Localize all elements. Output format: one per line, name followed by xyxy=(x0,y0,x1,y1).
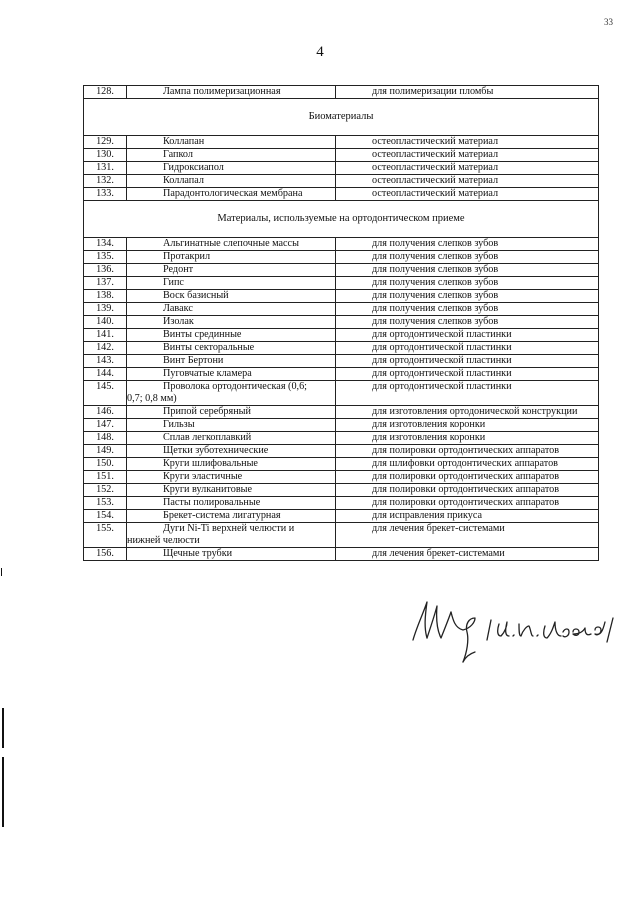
table-row xyxy=(84,251,599,264)
row-number: 133. xyxy=(84,188,127,201)
item-name: Изолак xyxy=(127,316,336,329)
table-row xyxy=(84,497,599,510)
row-number: 150. xyxy=(84,458,127,471)
item-purpose: для ортодонтической пластинки xyxy=(336,342,599,355)
table-row xyxy=(84,175,599,188)
item-name xyxy=(127,381,336,406)
table-row xyxy=(84,471,599,484)
item-purpose: для изготовления коронки xyxy=(336,432,599,445)
row-number: 147. xyxy=(84,419,127,432)
table-row xyxy=(84,316,599,329)
row-number: 134. xyxy=(84,238,127,251)
row-number: 132. xyxy=(84,175,127,188)
table-row xyxy=(84,290,599,303)
item-purpose: для шлифовки ортодонтических аппаратов xyxy=(336,458,599,471)
row-number: 151. xyxy=(84,471,127,484)
item-name: Лавакс xyxy=(127,303,336,316)
item-purpose: для изготовления ортодонической конструкции xyxy=(336,406,599,419)
margin-mark xyxy=(2,708,4,748)
item-name: Парадонтологическая мембрана xyxy=(127,188,336,201)
row-number: 141. xyxy=(84,329,127,342)
item-name: Редонт xyxy=(127,264,336,277)
item-purpose: для полировки ортодонтических аппаратов xyxy=(336,484,599,497)
item-purpose: для лечения брекет-системами xyxy=(336,548,599,561)
table-row xyxy=(84,329,599,342)
margin-mark xyxy=(2,757,4,827)
table-row xyxy=(84,355,599,368)
item-purpose: для ортодонтической пластинки xyxy=(336,355,599,368)
item-name: Щетки зуботехнические xyxy=(127,445,336,458)
table-row xyxy=(84,523,599,548)
section-title: Биоматериалы xyxy=(84,99,599,136)
table-row xyxy=(84,86,599,99)
item-name: Припой серебряный xyxy=(127,406,336,419)
row-number: 148. xyxy=(84,432,127,445)
table-row xyxy=(84,303,599,316)
table-row xyxy=(84,162,599,175)
row-number: 137. xyxy=(84,277,127,290)
row-number: 149. xyxy=(84,445,127,458)
item-name: Сплав легкоплавкий xyxy=(127,432,336,445)
item-purpose: остеопластический материал xyxy=(336,162,599,175)
row-number: 138. xyxy=(84,290,127,303)
table-row xyxy=(84,510,599,523)
item-purpose: остеопластический материал xyxy=(336,136,599,149)
table-row xyxy=(84,432,599,445)
item-purpose: для лечения брекет-системами xyxy=(336,523,599,548)
table-row xyxy=(84,445,599,458)
row-number: 131. xyxy=(84,162,127,175)
item-name-line-1: Проволока ортодонтическая (0,6; xyxy=(163,381,308,392)
row-number: 136. xyxy=(84,264,127,277)
row-number: 129. xyxy=(84,136,127,149)
item-purpose: для полировки ортодонтических аппаратов xyxy=(336,471,599,484)
item-purpose: для исправления прикуса xyxy=(336,510,599,523)
row-number: 154. xyxy=(84,510,127,523)
item-name: Коллапал xyxy=(127,175,336,188)
item-name: Пуговчатые кламера xyxy=(127,368,336,381)
item-name: Круги эластичные xyxy=(127,471,336,484)
item-name: Альгинатные слепочные массы xyxy=(127,238,336,251)
item-name: Круги вулканитовые xyxy=(127,484,336,497)
row-number: 140. xyxy=(84,316,127,329)
row-number: 142. xyxy=(84,342,127,355)
section-header-row xyxy=(84,99,599,136)
table-row xyxy=(84,548,599,561)
table-row xyxy=(84,149,599,162)
item-name: Брекет-система лигатурная xyxy=(127,510,336,523)
item-name: Гапкол xyxy=(127,149,336,162)
row-number: 156. xyxy=(84,548,127,561)
table-row xyxy=(84,381,599,406)
item-purpose: для получения слепков зубов xyxy=(336,277,599,290)
item-name: Круги шлифовальные xyxy=(127,458,336,471)
item-purpose: остеопластический материал xyxy=(336,175,599,188)
item-name-line-2: 0,7; 0,8 мм) xyxy=(127,393,177,404)
row-number: 152. xyxy=(84,484,127,497)
item-purpose: для ортодонтической пластинки xyxy=(336,329,599,342)
item-name: Протакрил xyxy=(127,251,336,264)
row-number: 155. xyxy=(84,523,127,548)
table-row xyxy=(84,136,599,149)
row-number: 144. xyxy=(84,368,127,381)
item-purpose: для получения слепков зубов xyxy=(336,251,599,264)
page-number: 4 xyxy=(316,44,324,60)
section-header-row xyxy=(84,201,599,238)
item-purpose: для изготовления коронки xyxy=(336,419,599,432)
item-name: Гидроксиапол xyxy=(127,162,336,175)
table-row xyxy=(84,342,599,355)
table-row xyxy=(84,188,599,201)
item-name xyxy=(127,523,336,548)
item-name-line-2: нижней челюсти xyxy=(127,535,200,546)
item-purpose: для получения слепков зубов xyxy=(336,303,599,316)
item-name: Гильзы xyxy=(127,419,336,432)
handwritten-signature xyxy=(405,592,640,672)
item-purpose: для получения слепков зубов xyxy=(336,316,599,329)
table-row xyxy=(84,277,599,290)
row-number: 128. xyxy=(84,86,127,99)
item-name: Щечные трубки xyxy=(127,548,336,561)
item-purpose: для получения слепков зубов xyxy=(336,290,599,303)
table-row xyxy=(84,264,599,277)
item-purpose: для полировки ортодонтических аппаратов xyxy=(336,497,599,510)
row-number: 130. xyxy=(84,149,127,162)
item-name: Лампа полимеризационная xyxy=(127,86,336,99)
row-number: 146. xyxy=(84,406,127,419)
item-purpose: для ортодонтической пластинки xyxy=(336,368,599,381)
margin-mark xyxy=(1,568,2,576)
item-purpose: для получения слепков зубов xyxy=(336,238,599,251)
item-purpose: остеопластический материал xyxy=(336,188,599,201)
item-purpose: для получения слепков зубов xyxy=(336,264,599,277)
row-number: 145. xyxy=(84,381,127,406)
item-name: Винт Бертони xyxy=(127,355,336,368)
item-purpose: для полировки ортодонтических аппаратов xyxy=(336,445,599,458)
row-number: 139. xyxy=(84,303,127,316)
item-name: Винты срединные xyxy=(127,329,336,342)
table-row xyxy=(84,458,599,471)
table-row xyxy=(84,406,599,419)
item-name: Гипс xyxy=(127,277,336,290)
item-name: Коллапан xyxy=(127,136,336,149)
table-row xyxy=(84,419,599,432)
item-purpose: для полимеризации пломбы xyxy=(336,86,599,99)
table-row xyxy=(84,484,599,497)
row-number: 135. xyxy=(84,251,127,264)
table-row xyxy=(84,368,599,381)
item-name: Воск базисный xyxy=(127,290,336,303)
item-name: Винты секторальные xyxy=(127,342,336,355)
item-name: Пасты полировальные xyxy=(127,497,336,510)
materials-table xyxy=(83,85,599,561)
table-row xyxy=(84,238,599,251)
row-number: 153. xyxy=(84,497,127,510)
item-purpose: остеопластический материал xyxy=(336,149,599,162)
row-number: 143. xyxy=(84,355,127,368)
item-purpose: для ортодонтической пластинки xyxy=(336,381,599,406)
section-title: Материалы, используемые на ортодонтическом приеме xyxy=(84,201,599,238)
item-name-line-1: Дуги Ni-Ti верхней челюсти и xyxy=(163,523,295,534)
corner-mark: 33 xyxy=(604,17,613,27)
